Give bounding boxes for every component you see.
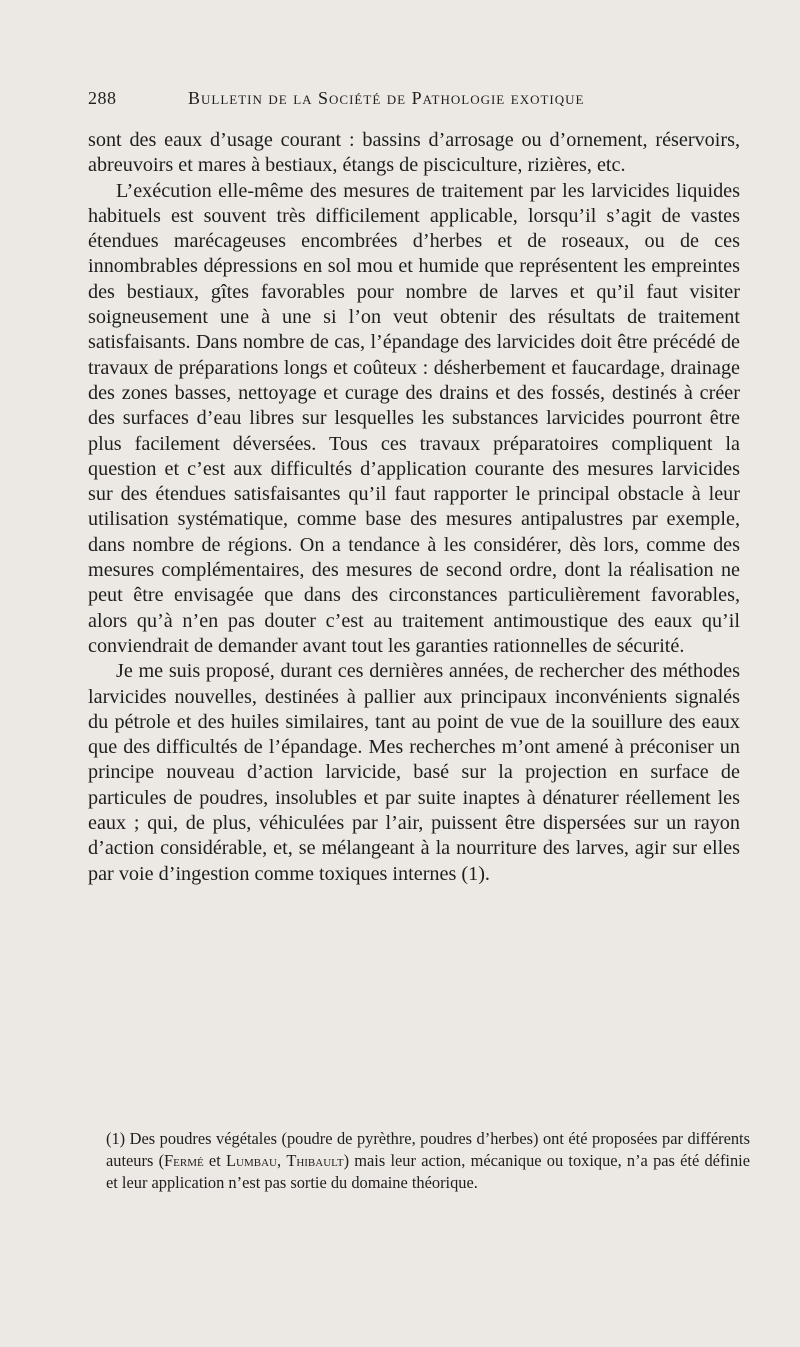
paragraph-continuation: sont des eaux d’usage courant : bassins d’arrosage ou d’ornement, réservoirs, abreuvoirs et mares à bestiaux, étangs de pisciculture, rizières, etc. [88,129,740,177]
footnote-marker: (1) [106,1129,126,1148]
page-number: 288 [88,88,117,108]
footnote-comma: , [276,1151,287,1170]
footnote [106,1128,750,1194]
page-header [88,88,748,114]
paragraph-methods: Je me suis proposé, durant ces dernières années, de rechercher des méthodes larvicides nouvelles, destinées à pallier aux principaux inconvénients signalés du pétrole et des huiles similaires, tant au point de vue de la souillure des eaux que des difficultés de l’épandage. Mes recherches m’ont amené à préconiser un principe nouveau d’action larvicide, basé sur la projection en surface de particules de poudres, insolubles et par suite inaptes à dénaturer réellement les eaux ; qui, de plus, véhiculées par l’air, puissent être dispersées sur un rayon d’action considérable, et, se mélangeant à la nourriture des larves, agir sur elles par voie d’ingestion comme toxiques internes (1). [88,660,740,885]
paragraph-execution: L’exécution elle-même des mesures de traitement par les larvicides liquides habituels est souvent très difficilement applicable, lorsqu’il s’agit de vastes étendues marécageuses encombrées d’herbes et de roseaux, ou de ces innombrables dépressions en sol mou et humide que représentent les empreintes des bestiaux, gîtes favorables pour nombre de larves et qu’il faut visiter soigneusement une à une si l’on veut obtenir des résultats de traitement satisfaisants. Dans nombre de cas, l’épandage des larvicides doit être précédé de travaux de préparations longs et coûteux : désherbement et faucardage, drainage des zones basses, nettoyage et curage des drains et des fossés, destinés à créer des surfaces d’eau libres sur lesquelles les substances larvicides pourront être plus facilement déversées. Tous ces travaux préparatoires compliquent la question et c’est aux difficultés d’application courante des mesures larvicides sur des étendues satisfaisantes qu’il faut rapporter le principal obstacle à leur utilisation systématique, comme base des mesures antipalustres par exemple, dans nombre de régions. On a tendance à les considérer, dès lors, comme des mesures complémentaires, des mesures de second ordre, dont la réalisation ne peut être envisagée que dans des circonstances particulièrement favorables, alors qu’à n’en pas douter c’est au traitement antimoustique des eaux qu’il conviendrait de demander avant tout les garanties rationnelles de sécurité. [88,179,740,657]
footnote-and: et [203,1151,226,1170]
running-title: Bulletin de la Société de Pathologie exotique [188,88,585,108]
body-text [88,128,740,887]
footnote-author-thibault: Thibault [286,1151,344,1170]
footnote-text-before: Des poudres végétales (poudre de pyrèthre, poudres d’herbes) ont été proposées par différents auteurs ( [106,1129,750,1170]
footnote-author-lumbau: Lumbau [226,1151,277,1170]
footnote-text-after: ) mais leur action, mécanique ou toxique, n’a pas été définie et leur application n’est pas sortie du domaine théorique. [106,1151,750,1192]
footnote-author-ferme: Fermé [164,1151,204,1170]
